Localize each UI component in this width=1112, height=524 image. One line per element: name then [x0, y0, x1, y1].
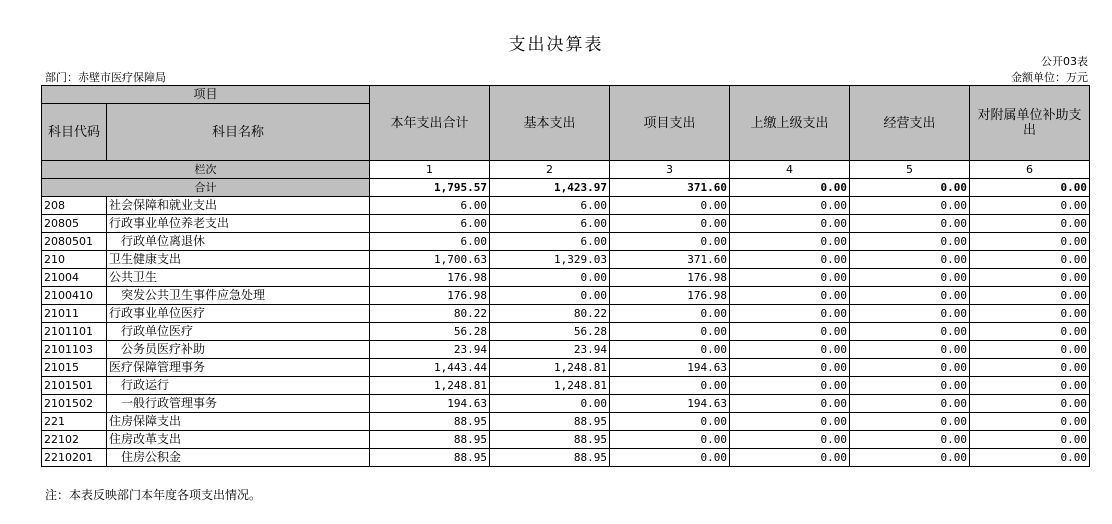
- table-row: [42, 341, 1090, 359]
- header-col-5: 经营支出: [850, 86, 970, 161]
- table-row: [42, 305, 1090, 323]
- table-row: [42, 323, 1090, 341]
- row-value: 0.00: [850, 395, 970, 413]
- row-code: 2101103: [42, 341, 107, 359]
- row-value: 88.95: [370, 413, 490, 431]
- header-col-6: 对附属单位补助支出: [970, 86, 1090, 161]
- row-value: 88.95: [370, 431, 490, 449]
- header-col-4: 上缴上级支出: [730, 86, 850, 161]
- row-value: 6.00: [490, 197, 610, 215]
- header-row-index: 栏次: [42, 161, 370, 179]
- row-value: 0.00: [610, 413, 730, 431]
- row-value: 0.00: [730, 197, 850, 215]
- col-index-2: 2: [490, 161, 610, 179]
- row-name: 行政运行: [107, 377, 370, 395]
- row-value: 0.00: [730, 413, 850, 431]
- row-value: 23.94: [490, 341, 610, 359]
- row-code: 20805: [42, 215, 107, 233]
- row-value: 0.00: [850, 269, 970, 287]
- row-value: 176.98: [610, 269, 730, 287]
- row-value: 0.00: [610, 323, 730, 341]
- row-value: 56.28: [490, 323, 610, 341]
- table-row: [42, 413, 1090, 431]
- header-code: 科目代码: [42, 104, 107, 161]
- footnote: 注：本表反映部门本年度各项支出情况。: [45, 488, 262, 502]
- row-value: 0.00: [970, 341, 1090, 359]
- total-row: [42, 179, 1090, 197]
- row-value: 6.00: [490, 215, 610, 233]
- col-index-5: 5: [850, 161, 970, 179]
- row-code: 21015: [42, 359, 107, 377]
- row-name: 医疗保障管理事务: [107, 359, 370, 377]
- table-row: [42, 251, 1090, 269]
- unit-label: 金额单位：万元: [1011, 71, 1088, 84]
- row-value: 0.00: [850, 251, 970, 269]
- row-value: 0.00: [730, 305, 850, 323]
- row-value: 80.22: [370, 305, 490, 323]
- expenditure-table: [41, 85, 1090, 467]
- header-col-3: 项目支出: [610, 86, 730, 161]
- row-value: 0.00: [970, 197, 1090, 215]
- row-value: 0.00: [970, 395, 1090, 413]
- row-code: 210: [42, 251, 107, 269]
- row-value: 0.00: [610, 197, 730, 215]
- row-name: 行政事业单位养老支出: [107, 215, 370, 233]
- total-value: 0.00: [850, 179, 970, 197]
- row-value: 0.00: [850, 233, 970, 251]
- row-value: 0.00: [970, 413, 1090, 431]
- page-title: 支出决算表: [508, 35, 604, 55]
- row-value: 1,248.81: [490, 359, 610, 377]
- row-code: 2101101: [42, 323, 107, 341]
- row-value: 0.00: [970, 287, 1090, 305]
- row-value: 0.00: [850, 341, 970, 359]
- row-value: 0.00: [850, 215, 970, 233]
- row-value: 0.00: [730, 251, 850, 269]
- row-value: 194.63: [370, 395, 490, 413]
- row-code: 21004: [42, 269, 107, 287]
- row-value: 88.95: [370, 449, 490, 467]
- total-value: 1,795.57: [370, 179, 490, 197]
- row-value: 88.95: [490, 431, 610, 449]
- row-name: 卫生健康支出: [107, 251, 370, 269]
- row-value: 0.00: [610, 377, 730, 395]
- total-label: 合计: [42, 179, 370, 197]
- row-value: 0.00: [730, 287, 850, 305]
- row-value: 194.63: [610, 395, 730, 413]
- row-value: 0.00: [610, 233, 730, 251]
- row-value: 0.00: [730, 341, 850, 359]
- row-value: 0.00: [730, 395, 850, 413]
- col-index-6: 6: [970, 161, 1090, 179]
- table-row: [42, 395, 1090, 413]
- row-value: 0.00: [970, 251, 1090, 269]
- row-value: 176.98: [370, 269, 490, 287]
- row-value: 0.00: [970, 305, 1090, 323]
- header-col-1: 本年支出合计: [370, 86, 490, 161]
- row-name: 行政事业单位医疗: [107, 305, 370, 323]
- row-code: 2080501: [42, 233, 107, 251]
- row-value: 88.95: [490, 413, 610, 431]
- row-name: 突发公共卫生事件应急处理: [107, 287, 370, 305]
- row-value: 1,700.63: [370, 251, 490, 269]
- row-value: 1,329.03: [490, 251, 610, 269]
- table-row: [42, 197, 1090, 215]
- row-name: 住房保障支出: [107, 413, 370, 431]
- department-label: 部门：赤壁市医疗保障局: [45, 71, 166, 84]
- header-name: 科目名称: [107, 104, 370, 161]
- row-value: 0.00: [970, 269, 1090, 287]
- row-value: 0.00: [850, 449, 970, 467]
- row-value: 0.00: [610, 305, 730, 323]
- row-value: 0.00: [730, 215, 850, 233]
- row-value: 0.00: [610, 215, 730, 233]
- table-row: [42, 287, 1090, 305]
- row-value: 0.00: [730, 269, 850, 287]
- row-value: 0.00: [970, 449, 1090, 467]
- row-name: 公共卫生: [107, 269, 370, 287]
- row-code: 21011: [42, 305, 107, 323]
- total-value: 371.60: [610, 179, 730, 197]
- row-code: 208: [42, 197, 107, 215]
- row-value: 0.00: [730, 233, 850, 251]
- row-name: 住房公积金: [107, 449, 370, 467]
- row-value: 0.00: [850, 197, 970, 215]
- row-value: 6.00: [370, 215, 490, 233]
- row-value: 0.00: [850, 431, 970, 449]
- row-value: 0.00: [490, 287, 610, 305]
- row-value: 0.00: [730, 377, 850, 395]
- total-value: 0.00: [730, 179, 850, 197]
- row-value: 1,443.44: [370, 359, 490, 377]
- row-name: 行政单位离退休: [107, 233, 370, 251]
- row-value: 0.00: [970, 359, 1090, 377]
- row-name: 一般行政管理事务: [107, 395, 370, 413]
- row-code: 2100410: [42, 287, 107, 305]
- total-value: 0.00: [970, 179, 1090, 197]
- row-value: 0.00: [970, 323, 1090, 341]
- row-value: 0.00: [850, 323, 970, 341]
- col-index-3: 3: [610, 161, 730, 179]
- row-value: 0.00: [490, 395, 610, 413]
- row-value: 1,248.81: [370, 377, 490, 395]
- col-index-1: 1: [370, 161, 490, 179]
- row-value: 176.98: [610, 287, 730, 305]
- row-value: 0.00: [490, 269, 610, 287]
- row-code: 22102: [42, 431, 107, 449]
- row-value: 0.00: [730, 359, 850, 377]
- row-value: 0.00: [970, 377, 1090, 395]
- row-value: 0.00: [610, 341, 730, 359]
- header-item: 项目: [42, 86, 370, 104]
- row-name: 住房改革支出: [107, 431, 370, 449]
- row-value: 6.00: [490, 233, 610, 251]
- row-value: 23.94: [370, 341, 490, 359]
- row-value: 0.00: [970, 215, 1090, 233]
- table-row: [42, 449, 1090, 467]
- row-value: 88.95: [490, 449, 610, 467]
- row-value: 0.00: [730, 323, 850, 341]
- row-value: 0.00: [610, 449, 730, 467]
- row-value: 0.00: [730, 431, 850, 449]
- row-code: 2210201: [42, 449, 107, 467]
- col-index-4: 4: [730, 161, 850, 179]
- total-value: 1,423.97: [490, 179, 610, 197]
- table-row: [42, 269, 1090, 287]
- row-value: 80.22: [490, 305, 610, 323]
- table-row: [42, 377, 1090, 395]
- row-value: 0.00: [970, 233, 1090, 251]
- table-row: [42, 233, 1090, 251]
- row-value: 0.00: [610, 431, 730, 449]
- row-value: 1,248.81: [490, 377, 610, 395]
- row-name: 社会保障和就业支出: [107, 197, 370, 215]
- row-value: 0.00: [850, 359, 970, 377]
- row-value: 0.00: [970, 431, 1090, 449]
- row-code: 221: [42, 413, 107, 431]
- row-value: 194.63: [610, 359, 730, 377]
- row-code: 2101501: [42, 377, 107, 395]
- row-value: 6.00: [370, 233, 490, 251]
- row-value: 0.00: [850, 305, 970, 323]
- row-value: 0.00: [850, 413, 970, 431]
- row-name: 公务员医疗补助: [107, 341, 370, 359]
- form-code: 公开03表: [1041, 55, 1088, 68]
- row-value: 0.00: [850, 287, 970, 305]
- row-value: 0.00: [730, 449, 850, 467]
- row-value: 176.98: [370, 287, 490, 305]
- row-value: 0.00: [850, 377, 970, 395]
- row-code: 2101502: [42, 395, 107, 413]
- table-row: [42, 215, 1090, 233]
- row-value: 56.28: [370, 323, 490, 341]
- row-name: 行政单位医疗: [107, 323, 370, 341]
- row-value: 371.60: [610, 251, 730, 269]
- header-col-2: 基本支出: [490, 86, 610, 161]
- table-row: [42, 431, 1090, 449]
- table-row: [42, 359, 1090, 377]
- row-value: 6.00: [370, 197, 490, 215]
